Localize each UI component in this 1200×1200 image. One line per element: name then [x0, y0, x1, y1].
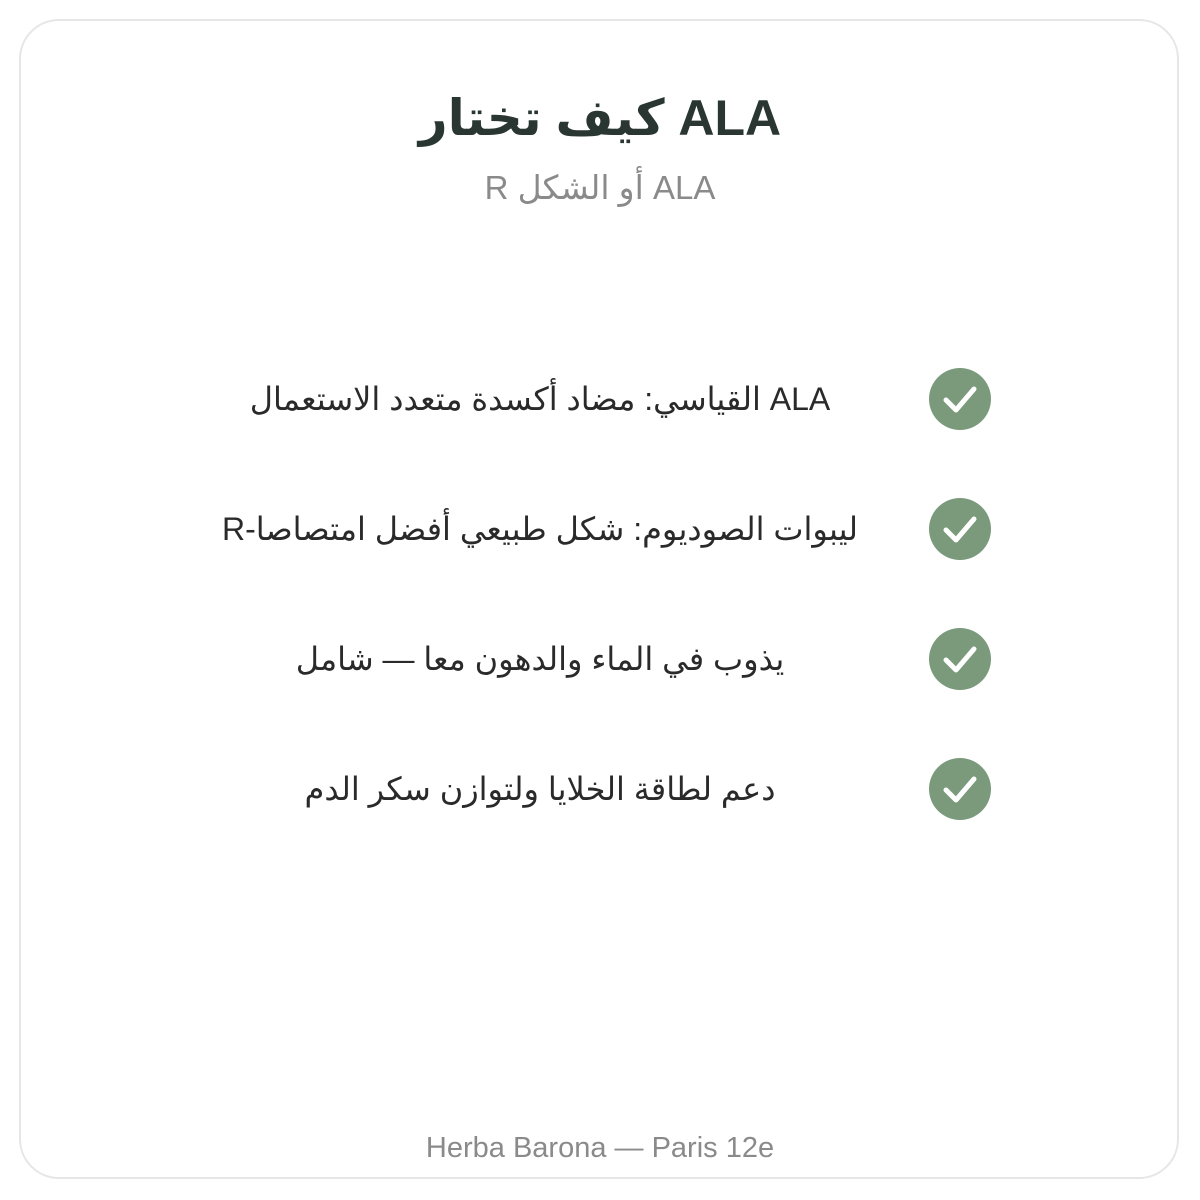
list-item: [0, 757, 1200, 821]
check-icon: [929, 758, 991, 820]
check-icon: [929, 628, 991, 690]
list-item-text: القياسي: مضاد أكسدة متعدد الاستعمال ALA: [249, 381, 831, 417]
list-item-text: دعم لطاقة الخلايا ولتوازن سكر الدم: [304, 771, 776, 807]
list-item-text: R-ليبوات الصوديوم: شكل طبيعي أفضل امتصاصا: [221, 511, 859, 547]
list-item: [0, 497, 1200, 561]
list-item-text: يذوب في الماء والدهون معا — شامل: [295, 641, 785, 677]
footer-text: Herba Barona — Paris 12e: [425, 1132, 775, 1164]
check-icon: [929, 368, 991, 430]
list-item: [0, 367, 1200, 431]
page-subtitle: R أو الشكل ALA: [484, 169, 716, 206]
page-title: كيف تختار ALA: [418, 90, 782, 146]
check-icon: [929, 498, 991, 560]
list-item: [0, 627, 1200, 691]
